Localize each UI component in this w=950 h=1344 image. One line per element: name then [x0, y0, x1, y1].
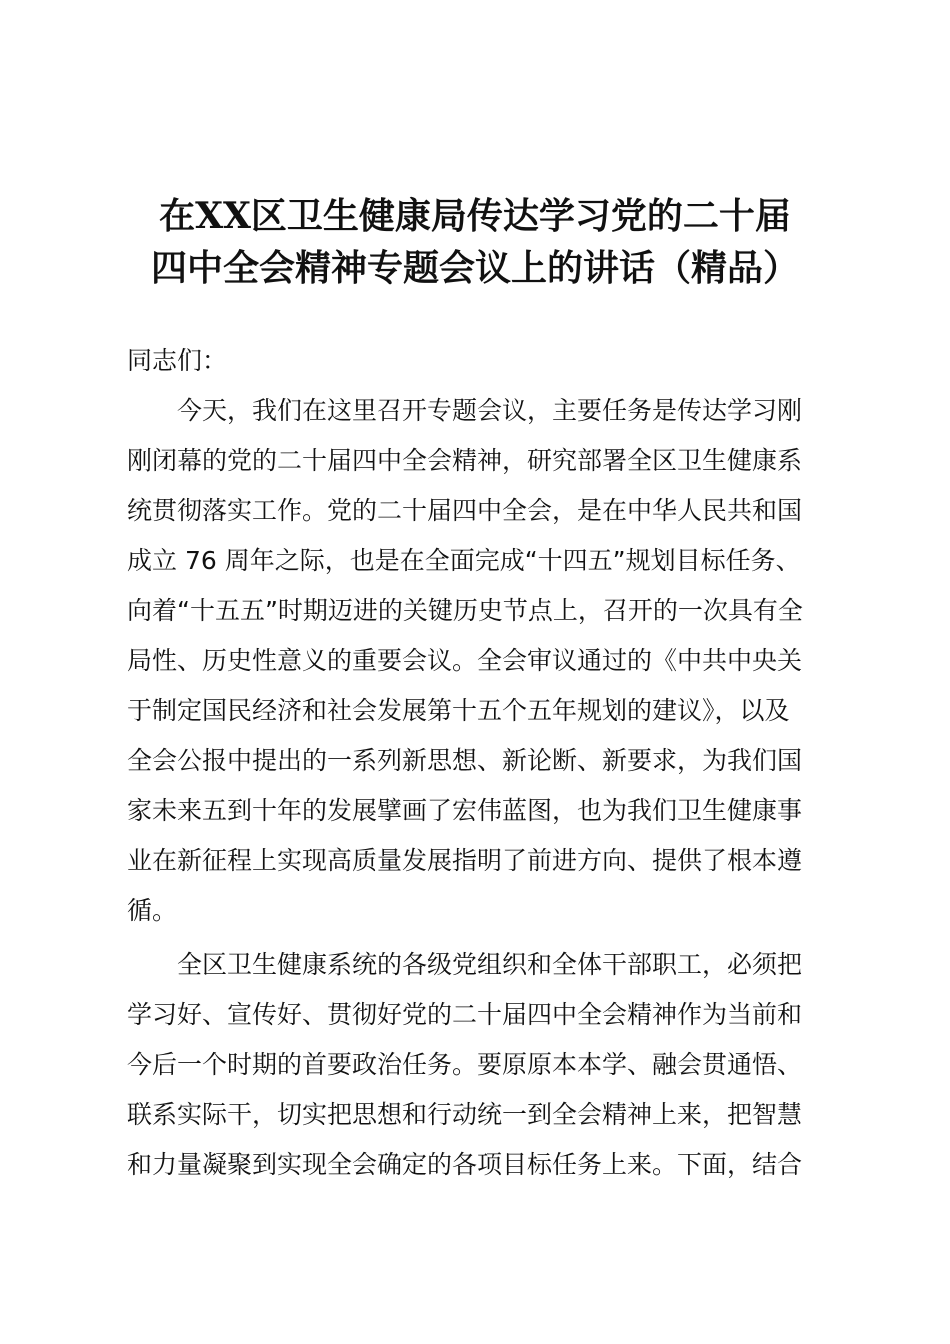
salutation: 同志们： [127, 346, 228, 375]
title-line-1: 在XX区卫生健康局传达学习党的二十届 [159, 195, 791, 237]
paragraph-line: 向着“十五五”时期迈进的关键历史节点上，召开的一次具有全 [127, 596, 803, 625]
paragraph-line: 今后一个时期的首要政治任务。要原原本本学、融会贯通悟、 [127, 1050, 803, 1079]
paragraph-line: 于制定国民经济和社会发展第十五个五年规划的建议》，以及 [127, 696, 790, 725]
document-body [127, 336, 823, 1190]
paragraph-line: 和力量凝聚到实现全会确定的各项目标任务上来。下面，结合 [127, 1150, 803, 1179]
paragraph-line: 成立 76 周年之际，也是在全面完成“十四五”规划目标任务、 [127, 546, 801, 575]
paragraph-line: 今天，我们在这里召开专题会议，主要任务是传达学习刚 [177, 396, 803, 425]
paragraph-line: 全会公报中提出的一系列新思想、新论断、新要求，为我们国 [127, 746, 803, 775]
paragraph-1 [127, 386, 823, 936]
paragraph-line: 业在新征程上实现高质量发展指明了前进方向、提供了根本遵 [127, 846, 803, 875]
title-line-2: 四中全会精神专题会议上的讲话（精品） [150, 247, 799, 289]
paragraph-line: 全区卫生健康系统的各级党组织和全体干部职工，必须把 [177, 950, 803, 979]
paragraph-line: 统贯彻落实工作。党的二十届四中全会，是在中华人民共和国 [127, 496, 803, 525]
paragraph-line: 局性、历史性意义的重要会议。全会审议通过的《中共中央关 [127, 646, 803, 675]
paragraph-2 [127, 940, 823, 1190]
paragraph-line: 循。 [127, 896, 178, 925]
paragraph-line: 家未来五到十年的发展擘画了宏伟蓝图，也为我们卫生健康事 [127, 796, 803, 825]
paragraph-line: 刚闭幕的党的二十届四中全会精神，研究部署全区卫生健康系 [127, 446, 803, 475]
paragraph-line: 联系实际干，切实把思想和行动统一到全会精神上来，把智慧 [127, 1100, 803, 1129]
document-title [100, 190, 850, 294]
paragraph-line: 学习好、宣传好、贯彻好党的二十届四中全会精神作为当前和 [127, 1000, 803, 1029]
